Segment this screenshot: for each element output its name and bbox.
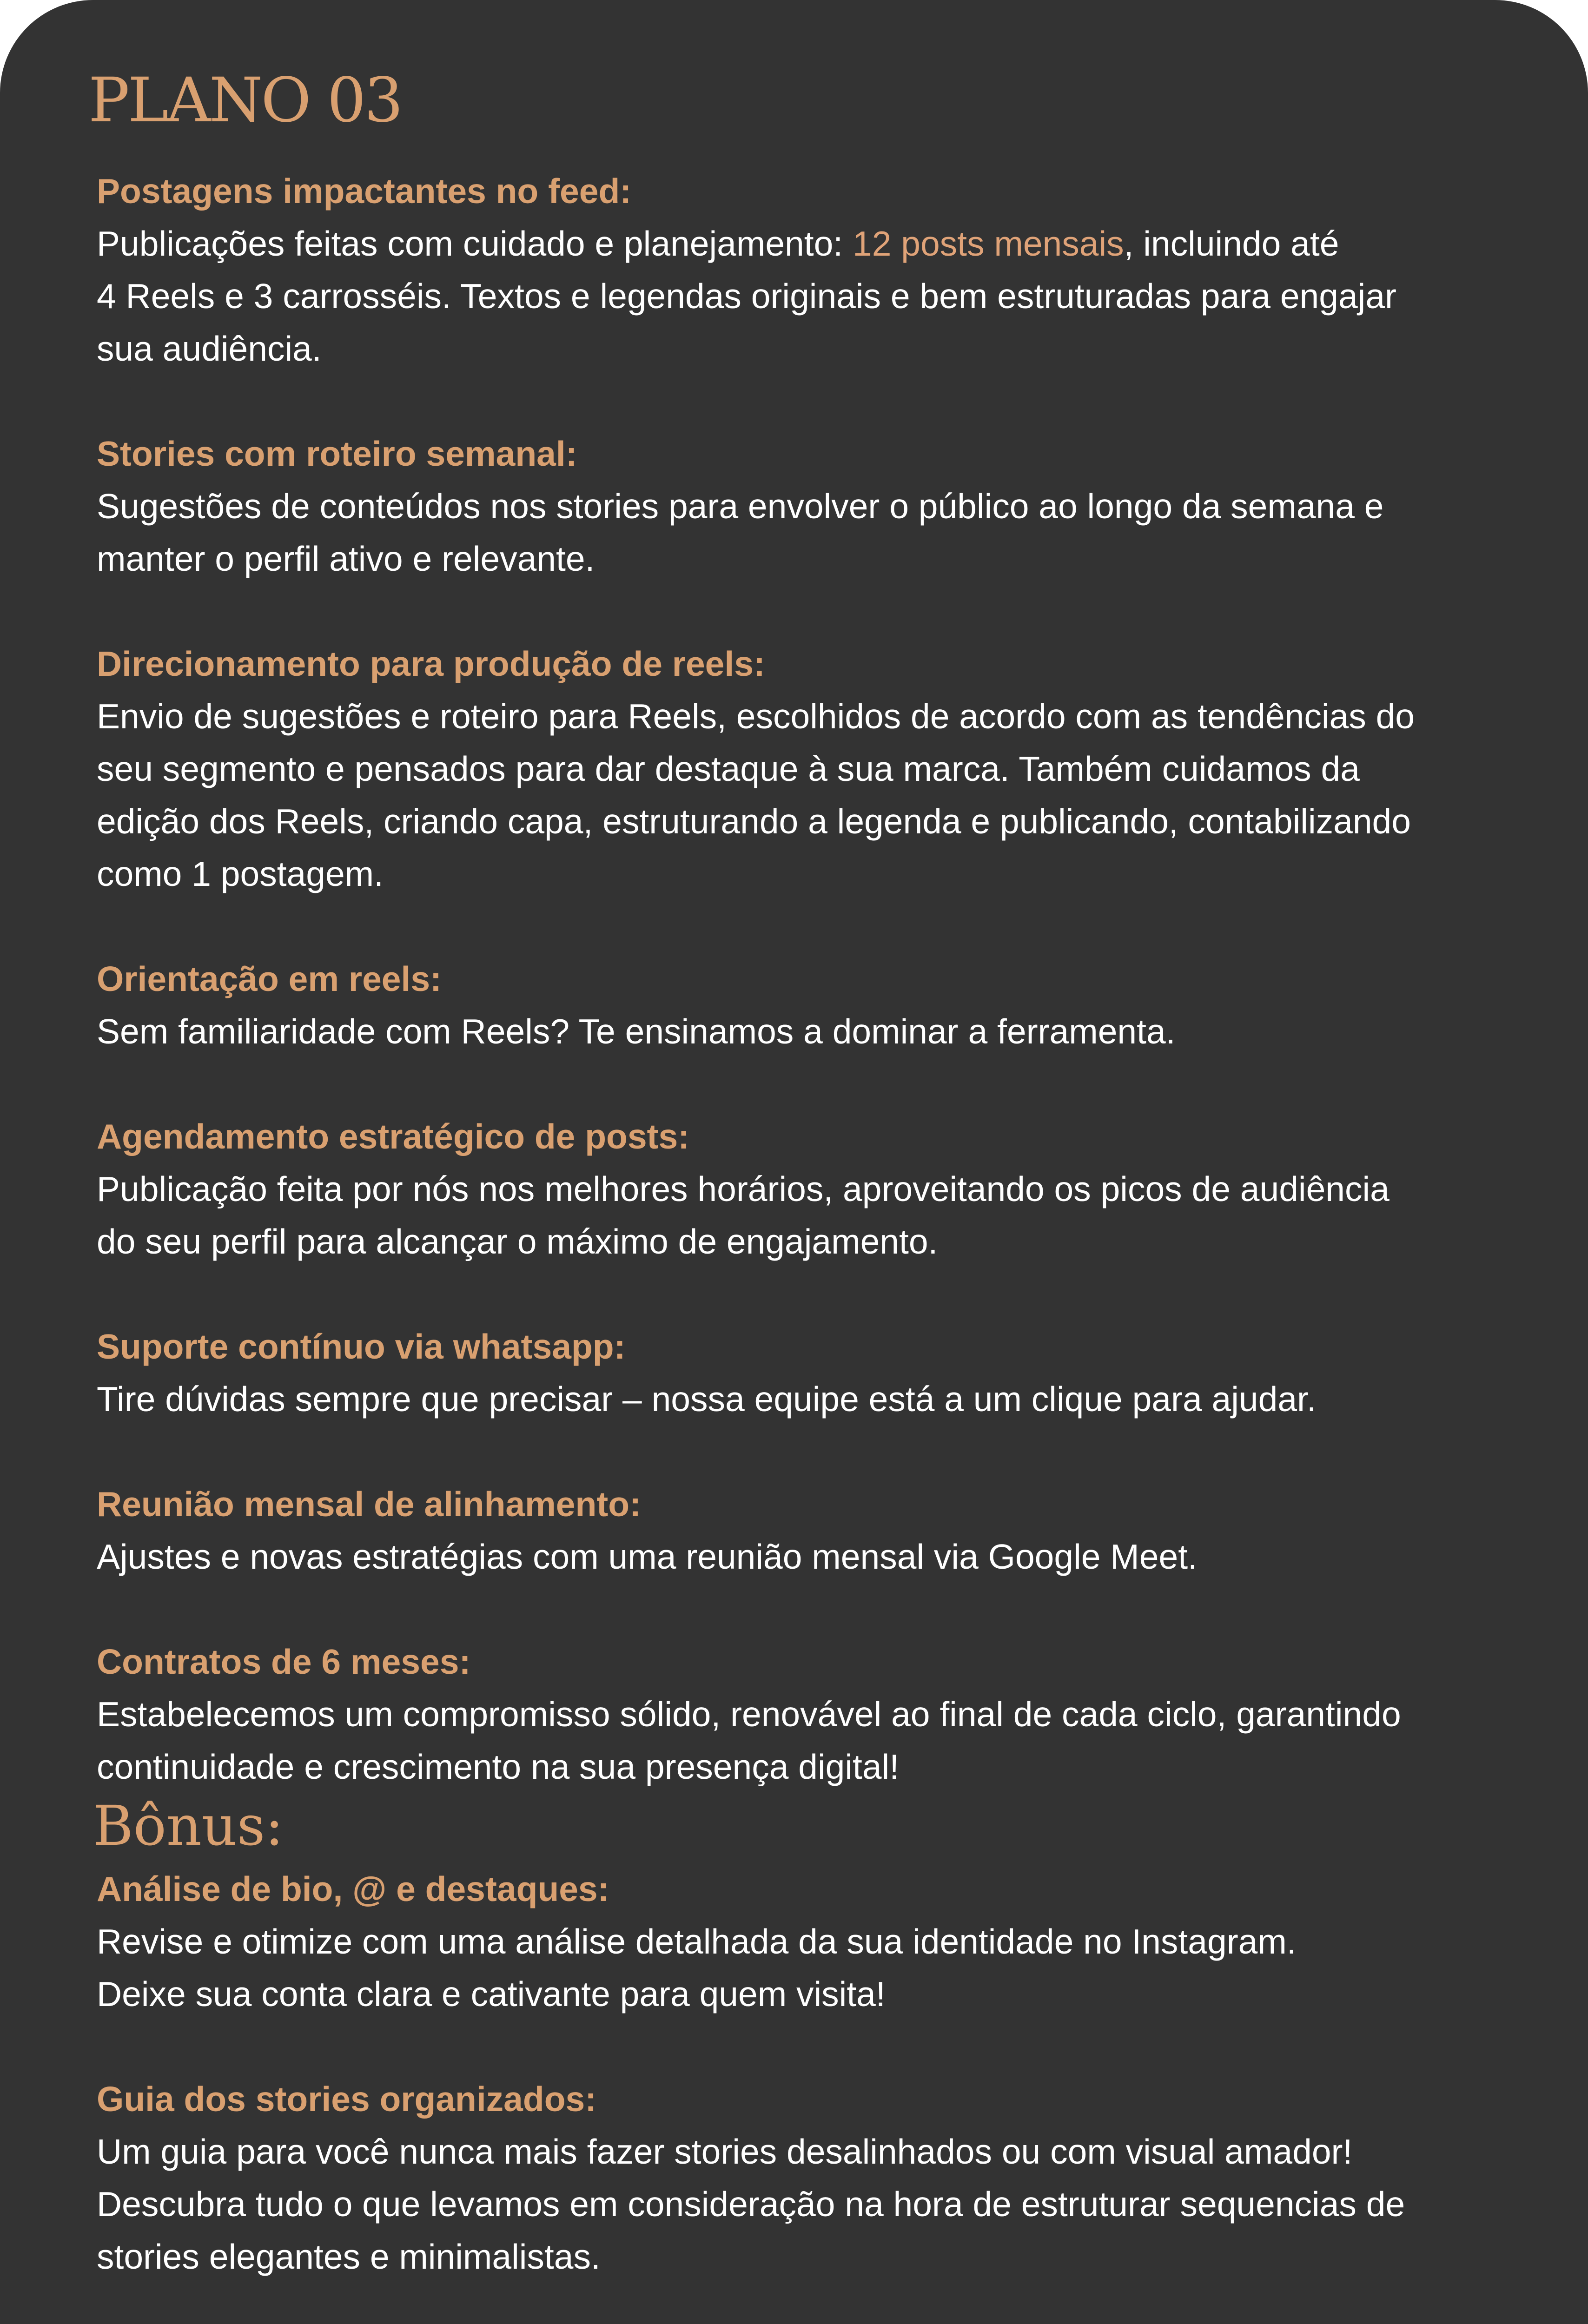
- feature-scheduling: [97, 1110, 1519, 1268]
- feature-line: como 1 postagem.: [97, 854, 384, 893]
- feature-line: Ajustes e novas estratégias com uma reunião mensal via Google Meet.: [97, 1537, 1198, 1576]
- feature-title: Postagens impactantes no feed:: [97, 172, 632, 211]
- bonus-line: Um guia para você nunca mais fazer stories desalinhados ou com visual amador!: [97, 2132, 1353, 2171]
- feature-line: Sem familiaridade com Reels? Te ensinamos a dominar a ferramenta.: [97, 1012, 1176, 1051]
- feature-reels-direction: [97, 638, 1519, 900]
- posts-count-highlight: 12 posts mensais: [852, 224, 1124, 263]
- feature-title: Orientação em reels:: [97, 959, 442, 998]
- feature-description: [97, 1005, 1519, 1058]
- feature-line: continuidade e crescimento na sua presença digital!: [97, 1747, 900, 1786]
- feature-title: Stories com roteiro semanal:: [97, 434, 577, 473]
- feature-description: [97, 690, 1519, 900]
- feature-line: edição dos Reels, criando capa, estruturando a legenda e publicando, contabilizando: [97, 802, 1411, 841]
- feature-title: Reunião mensal de alinhamento:: [97, 1485, 642, 1524]
- feature-text: Publicações feitas com cuidado e planejamento:: [97, 224, 853, 263]
- feature-line: manter o perfil ativo e relevante.: [97, 539, 595, 578]
- plan-content: [93, 165, 1519, 2324]
- feature-description: [97, 1688, 1519, 1793]
- bonus-line: Deixe sua conta clara e cativante para quem visita!: [97, 1974, 886, 2014]
- feature-description: [97, 480, 1519, 585]
- feature-monthly-meeting: [97, 1478, 1519, 1583]
- feature-stories: [97, 428, 1519, 585]
- feature-line: [97, 218, 1519, 270]
- bonus-title: Análise de bio, @ e destaques:: [97, 1869, 609, 1908]
- bonus-title: Guia dos stories organizados:: [97, 2080, 597, 2119]
- bonus-stories-guide: [97, 2073, 1519, 2283]
- feature-line: Envio de sugestões e roteiro para Reels, escolhidos de acordo com as tendências do: [97, 697, 1415, 736]
- feature-line: Estabelecemos um compromisso sólido, renovável ao final de cada ciclo, garantindo: [97, 1695, 1401, 1734]
- bonus-heading: Bônus:: [93, 1794, 284, 1858]
- feature-whatsapp-support: [97, 1320, 1519, 1426]
- feature-title: Agendamento estratégico de posts:: [97, 1117, 690, 1156]
- bonus-description: [97, 1915, 1519, 2020]
- feature-line: do seu perfil para alcançar o máximo de engajamento.: [97, 1222, 938, 1261]
- bonus-line: stories elegantes e minimalistas.: [97, 2237, 601, 2276]
- feature-description: [97, 1531, 1519, 1583]
- feature-description: [97, 218, 1519, 375]
- feature-reels-guidance: [97, 953, 1519, 1058]
- plan-title: PLANO 03: [88, 65, 402, 136]
- feature-description: [97, 1163, 1519, 1268]
- bonus-description: [97, 2126, 1519, 2283]
- bonus-line: Revise e otimize com uma análise detalhada da sua identidade no Instagram.: [97, 1922, 1297, 1961]
- feature-line: sua audiência.: [97, 329, 322, 368]
- bonus-bio-analysis: [97, 1863, 1519, 2020]
- feature-line: seu segmento e pensados para dar destaque à sua marca. Também cuidamos da: [97, 749, 1360, 788]
- feature-description: [97, 1373, 1519, 1426]
- feature-line: 4 Reels e 3 carrosséis. Textos e legendas originais e bem estruturadas para engajar: [97, 277, 1397, 316]
- feature-contracts: [97, 1636, 1519, 1793]
- feature-feed-posts: [97, 165, 1519, 375]
- feature-line: Publicação feita por nós nos melhores horários, aproveitando os picos de audiência: [97, 1169, 1390, 1208]
- bonus-line: Descubra tudo o que levamos em consideração na hora de estruturar sequencias de: [97, 2185, 1405, 2224]
- feature-line: Tire dúvidas sempre que precisar – nossa equipe está a um clique para ajudar.: [97, 1380, 1317, 1419]
- feature-title: Contratos de 6 meses:: [97, 1642, 471, 1681]
- feature-title: Direcionamento para produção de reels:: [97, 644, 765, 683]
- feature-title: Suporte contínuo via whatsapp:: [97, 1327, 626, 1366]
- feature-text: , incluindo até: [1124, 224, 1339, 263]
- feature-line: Sugestões de conteúdos nos stories para envolver o público ao longo da semana e: [97, 487, 1384, 526]
